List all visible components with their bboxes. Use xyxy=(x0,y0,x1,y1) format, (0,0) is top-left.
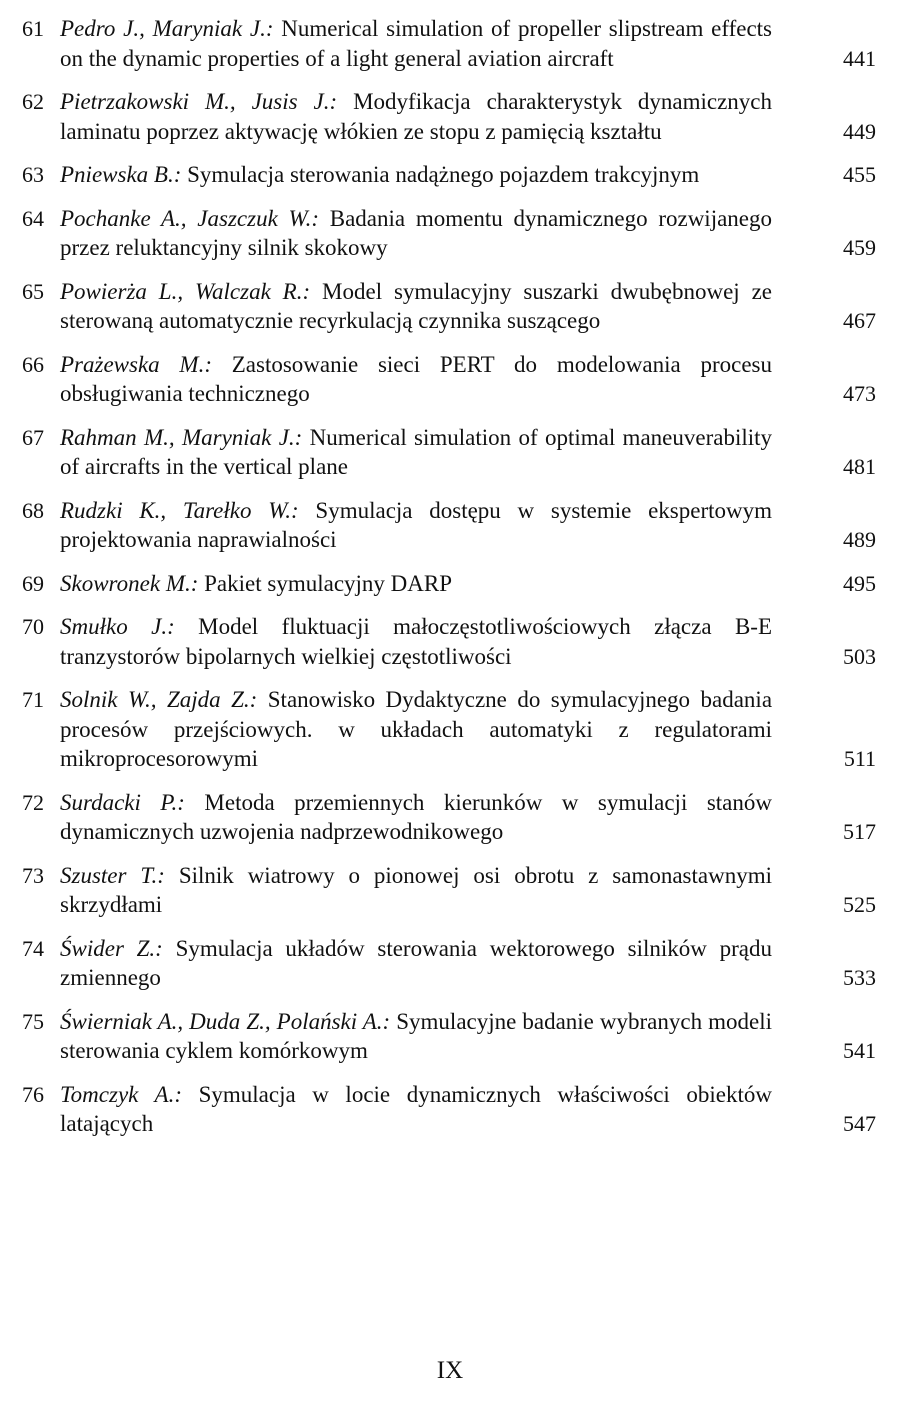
entry-title: Zastosowanie sieci PERT do modelowania procesu obsługiwania technicznego xyxy=(60,351,773,406)
entry-number: 65 xyxy=(22,278,44,304)
entry-title: Badania momentu dynamicznego rozwijanego przez reluktancyjny silnik skokowy xyxy=(60,205,772,260)
entry-page-number: 473 xyxy=(843,381,876,406)
entry-authors: Świerniak A., Duda Z., Polański A.: xyxy=(60,1008,391,1034)
entry-authors: Pedro J., Maryniak J.: xyxy=(60,16,274,41)
entry-page-number: 547 xyxy=(843,1111,876,1136)
entry-title: Model fluktuacji małoczęstotliwościowych złącza B-E tranzystorów bipolarnych wielkiej częstotliwości xyxy=(60,614,773,669)
entry-number: 66 xyxy=(22,351,44,377)
entry-text xyxy=(60,569,772,599)
entry-page-number: 517 xyxy=(843,819,876,844)
entry-text xyxy=(60,788,772,847)
entry-text xyxy=(60,14,772,73)
entry-number: 68 xyxy=(22,497,44,523)
entry-text xyxy=(60,160,772,190)
entry-number: 69 xyxy=(22,570,44,596)
entry-title: Model symulacyjny suszarki dwubębnowej ze sterowaną automatycznie recyrkulacją czynnika suszącego xyxy=(60,278,773,333)
page-number-footer: IX xyxy=(436,1357,464,1384)
entry-text xyxy=(60,87,772,146)
entry-page-number: 511 xyxy=(843,746,876,771)
entry-text xyxy=(60,1007,772,1066)
toc-entry xyxy=(22,14,882,73)
entry-text xyxy=(60,496,772,555)
entry-authors: Pochanke A., Jaszczuk W.: xyxy=(60,205,319,231)
entry-title: Metoda przemiennych kierunków w symulacji stanów dynamicznych uzwojenia nadprzewodnikowego xyxy=(60,789,772,844)
entry-title: Numerical simulation of propeller slipstream effects on the dynamic properties of a light general aviation aircraft xyxy=(60,16,772,71)
entry-text xyxy=(60,204,772,263)
entry-title: Stanowisko Dydaktyczne do symulacyjnego badania procesów przejściowych. w układach automatyki z regulatorami mikroprocesorowymi xyxy=(60,687,773,771)
entry-page-number: 495 xyxy=(843,570,876,596)
toc-entry xyxy=(22,160,882,190)
entry-page-number: 503 xyxy=(843,643,876,669)
entry-number: 71 xyxy=(22,687,44,712)
entry-page-number: 541 xyxy=(843,1038,876,1063)
entry-text xyxy=(60,1080,772,1139)
entry-number: 63 xyxy=(22,162,44,187)
entry-authors: Prażewska M.: xyxy=(60,351,212,377)
toc-entry xyxy=(22,277,882,336)
toc-entry xyxy=(22,612,882,671)
toc-entry xyxy=(22,496,882,555)
entry-page-number: 459 xyxy=(843,235,876,260)
toc-entry xyxy=(22,423,882,482)
entry-authors: Tomczyk A.: xyxy=(60,1081,182,1107)
entry-authors: Rahman M., Maryniak J.: xyxy=(60,424,303,450)
entry-authors: Solnik W., Zajda Z.: xyxy=(60,687,258,712)
entry-title: Pakiet symulacyjny DARP xyxy=(204,570,453,596)
entry-page-number: 455 xyxy=(843,162,876,187)
entry-page-number: 481 xyxy=(843,454,876,479)
entry-number: 70 xyxy=(22,614,44,639)
entry-title: Numerical simulation of optimal maneuverability of aircrafts in the vertical plane xyxy=(60,424,772,479)
entry-number: 62 xyxy=(22,89,44,114)
entry-text xyxy=(60,350,772,409)
entry-text xyxy=(60,277,772,336)
entry-authors: Smułko J.: xyxy=(60,614,175,639)
entry-number: 73 xyxy=(22,862,44,888)
entry-authors: Pniewska B.: xyxy=(60,162,182,187)
table-of-contents xyxy=(22,14,882,1153)
entry-authors: Surdacki P.: xyxy=(60,789,185,815)
entry-page-number: 449 xyxy=(843,118,876,144)
entry-text xyxy=(60,423,772,482)
entry-number: 72 xyxy=(22,789,44,815)
toc-entry xyxy=(22,861,882,920)
entry-page-number: 489 xyxy=(843,527,876,552)
entry-authors: Skowronek M.: xyxy=(60,570,199,596)
entry-number: 64 xyxy=(22,205,44,231)
entry-page-number: 533 xyxy=(843,965,876,990)
toc-entry xyxy=(22,204,882,263)
toc-entry xyxy=(22,569,882,599)
entry-page-number: 525 xyxy=(843,892,876,917)
entry-number: 74 xyxy=(22,935,44,961)
entry-page-number: 467 xyxy=(843,308,876,333)
entry-number: 67 xyxy=(22,424,44,450)
entry-authors: Powierża L., Walczak R.: xyxy=(60,278,311,304)
entry-text xyxy=(60,934,772,993)
entry-number: 75 xyxy=(22,1008,44,1034)
entry-authors: Szuster T.: xyxy=(60,862,165,888)
toc-entry xyxy=(22,685,882,774)
toc-entry xyxy=(22,1007,882,1066)
entry-title: Symulacja w locie dynamicznych właściwości obiektów latających xyxy=(60,1081,772,1136)
entry-number: 61 xyxy=(22,16,44,41)
entry-text xyxy=(60,685,772,774)
entry-text xyxy=(60,612,772,671)
entry-title: Symulacja dostępu w systemie ekspertowym projektowania naprawialności xyxy=(60,497,773,552)
entry-title: Symulacja sterowania nadążnego pojazdem trakcyjnym xyxy=(187,162,700,187)
entry-title: Symulacyjne badanie wybranych modeli sterowania cyklem komórkowym xyxy=(60,1008,773,1063)
toc-entry xyxy=(22,87,882,146)
entry-title: Symulacja układów sterowania wektorowego silników prądu zmiennego xyxy=(60,935,773,990)
toc-entry xyxy=(22,1080,882,1139)
toc-entry xyxy=(22,788,882,847)
entry-page-number: 441 xyxy=(843,45,876,71)
entry-authors: Świder Z.: xyxy=(60,935,163,961)
toc-entry xyxy=(22,934,882,993)
entry-title: Silnik wiatrowy o pionowej osi obrotu z samonastawnymi skrzydłami xyxy=(60,862,773,917)
entry-authors: Pietrzakowski M., Jusis J.: xyxy=(60,89,338,114)
entry-authors: Rudzki K., Tarełko W.: xyxy=(60,497,299,523)
entry-text xyxy=(60,861,772,920)
toc-entry xyxy=(22,350,882,409)
entry-number: 76 xyxy=(22,1081,44,1107)
entry-title: Modyfikacja charakterystyk dynamicznych laminatu poprzez aktywację włókien ze stopu z pamięcią kształtu xyxy=(60,89,773,144)
